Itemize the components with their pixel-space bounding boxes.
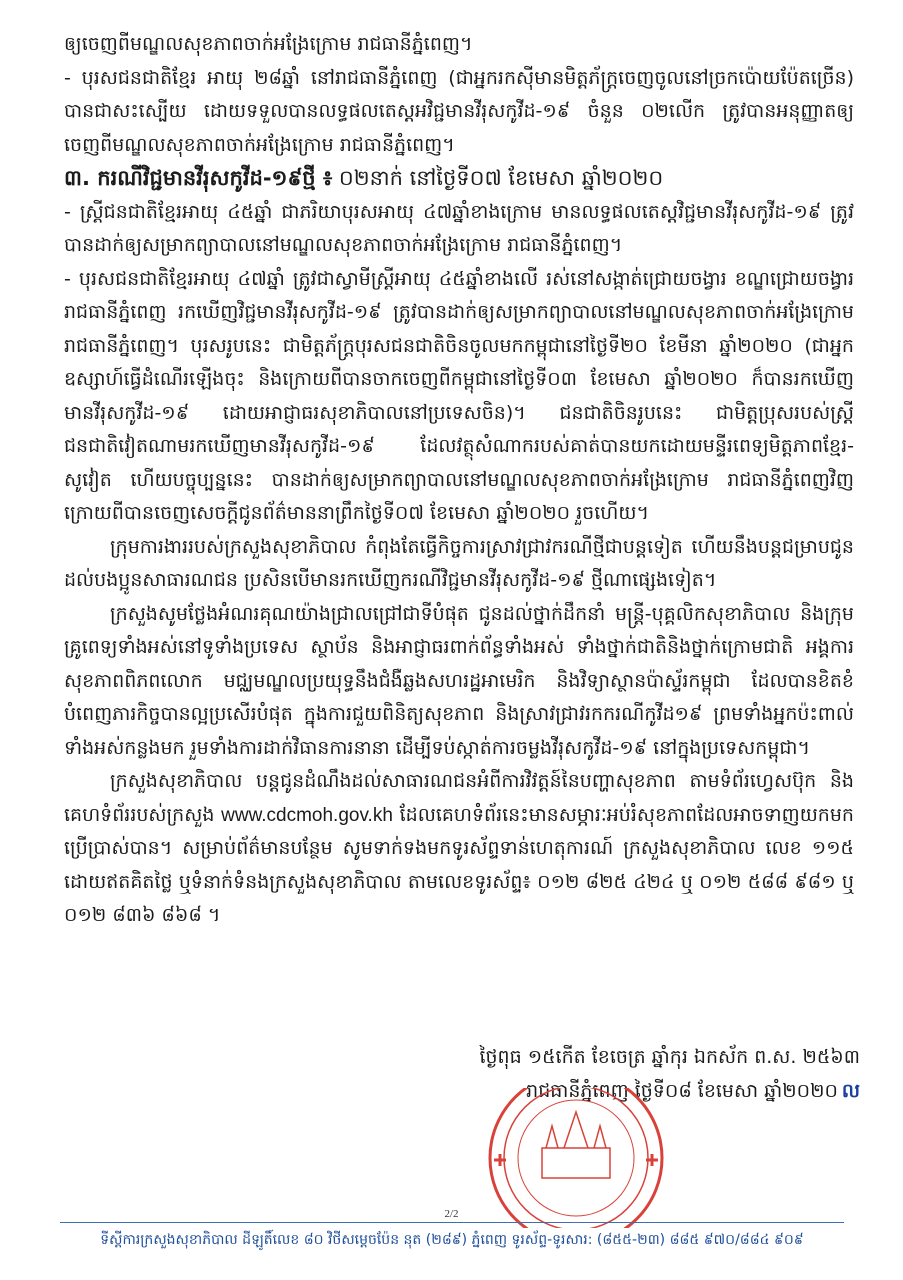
paragraph-text: ក្រសួងសុខាភិបាល បន្តជូនដំណឹងដល់សាធារណជនអំពីការវិវត្តន៍នៃបញ្ហាសុខភាព តាមទំព័រហ្វេសប៊ុក និងគេហទំព័ររបស់ក្រសួង	[64, 770, 854, 826]
page-number: 2/2	[444, 1208, 459, 1220]
paragraph: - បុរសជនជាតិខ្មែរ អាយុ ២៨ឆ្នាំ នៅរាជធានីភ្នំពេញ (ជាអ្នករកស៊ីមានមិត្តភ័ក្រ្តចេញចូលនៅច្រកប៉ោយប៉ែតច្រើន) បានជាសះស្បើយ ដោយទទួលបានលទ្ធផលតេស្តអវិជ្ជមានវីរុសកូវីដ-១៩ ចំនួន ០២លើក ត្រូវបានអនុញ្ញាតឲ្យចេញពីមណ្ឌលសុខភាពចាក់អង្រែក្រោម រាជធានីភ្នំពេញ។	[64, 66, 854, 156]
paragraph: ក្រសួងសូមថ្លែងអំណរគុណយ៉ាងជ្រាលជ្រៅជាទីបំផុត ជូនដល់ថ្នាក់ដឹកនាំ មន្ត្រី-បុគ្គលិកសុខាភិបាល និងក្រុមគ្រូពេទ្យទាំងអស់នៅទូទាំងប្រទេស ស្ថាប័ន និងអាជ្ញាធរពាក់ព័ន្ធទាំងអស់ ទាំងថ្នាក់ជាតិនិងថ្នាក់ក្រោមជាតិ អង្គការសុខភាពពិភពលោក មជ្ឈមណ្ឌលប្រយុទ្ធនឹងជំងឺឆ្លងសហរដ្ឋអាមេរិក និងវិទ្យាស្ថានប៉ាស្ទ័រកម្ពុជា ដែលបានខិតខំបំពេញភារកិច្ចបានល្អប្រសើរបំផុត ក្នុងការជួយពិនិត្យសុខភាព និងស្រាវជ្រាវរកករណីកូវីដ១៩ ព្រមទាំងអ្នកប៉ះពាល់ទាំងអស់កន្លងមក រួមទាំងការដាក់វិធានការនានា ដើម្បីទប់ស្កាត់ការចម្លងវីរុសកូវីដ-១៩ នៅក្នុងប្រទេសកម្ពុជា។	[64, 602, 854, 759]
official-seal-icon	[486, 1088, 666, 1228]
paragraph: ឲ្យចេញពីមណ្ឌលសុខភាពចាក់អង្រែក្រោម រាជធានីភ្នំពេញ។	[64, 33, 473, 55]
section-heading	[64, 162, 854, 196]
paragraph	[64, 765, 854, 933]
footer-address: ទីស្តីការក្រសួងសុខាភិបាល ដីឡូតិ៍លេខ ៨០ វិថីសម្តេចប៉ែន នុត (២៨៩) ភ្នំពេញ ទូរស័ព្ទ-ទូរសារ: (៨៥៥-២៣) ៨៨៥ ៩៧០/៨៨៤ ៩០៩	[100, 1232, 804, 1248]
paragraph: ក្រុមការងាររបស់ក្រសួងសុខាភិបាល កំពុងតែធ្វើកិច្ចការស្រាវជ្រាវករណីថ្មីជាបន្តទៀត ហើយនឹងបន្តជម្រាបជូនដល់បងប្អូនសាធារណជន ប្រសិនបើមានរកឃើញករណីវិជ្ជមានវីរុសកូវីដ-១៩ ថ្មីណាផ្សេងទៀត។	[64, 535, 854, 591]
section-heading-bold: ៣. ករណីវិជ្ជមានវីរុសកូវីដ-១៩ថ្មី ៖	[64, 166, 333, 190]
document-body	[64, 28, 854, 933]
paragraph-text: ដែលគេហទំព័រនេះមានសម្ភារៈអប់រំសុខភាពដែលអាចទាញយកមកប្រើប្រាស់បាន។ សម្រាប់ព័ត៌មានបន្ថែម សូមទាក់ទងមកទូរស័ព្ទទាន់ហេតុការណ៍ ក្រសួងសុខាភិបាល លេខ ១១៥ ដោយឥតគិតថ្លៃ ឬទំនាក់ទំនងក្រសួងសុខាភិបាល តាមលេខទូរស័ព្ទ៖ ០១២ ៨២៥ ៤២៤ ឬ ០១២ ៥៨៨ ៩៨១ ឬ ០១២ ៨៣៦ ៨៦៨ ។	[64, 803, 854, 926]
initial-mark: ល	[841, 1080, 860, 1102]
place-date-text: រាជធានីភ្នំពេញ ថ្ងៃទី០៨ ខែមេសា ឆ្នាំ២០២០	[526, 1080, 838, 1102]
website-link[interactable]: www.cdcmoh.gov.kh	[221, 804, 393, 826]
paragraph: - បុរសជនជាតិខ្មែរអាយុ ៤៧ឆ្នាំ ត្រូវជាស្វាមីស្ត្រីអាយុ ៤៥ឆ្នាំខាងលើ រស់នៅសង្កាត់ជ្រោយចង្វារ ខណ្ឌជ្រោយចង្វារ រាជធានីភ្នំពេញ រកឃើញវិជ្ជមានវីរុសកូវីដ-១៩ ត្រូវបានដាក់ឲ្យសម្រាកព្យាបាលនៅមណ្ឌលសុខភាពចាក់អង្រែក្រោម រាជធានីភ្នំពេញ។ បុរសរូបនេះ ជាមិត្តភ័ក្រ្តបុរសជនជាតិចិនចូលមកកម្ពុជានៅថ្ងៃទី២០ ខែមីនា ឆ្នាំ២០២០ (ជាអ្នកឧស្សាហ៍ធ្វើដំណើរឡើងចុះ និងក្រោយពីបានចាកចេញពីកម្ពុជានៅថ្ងៃទី០៣ ខែមេសា ឆ្នាំ២០២០ ក៏បានរកឃើញមានវីរុសកូវីដ-១៩ ដោយអាជ្ញាធរសុខាភិបាលនៅប្រទេសចិន)។ ជនជាតិចិនរូបនេះ ជាមិត្តប្រុសរបស់ស្ត្រីជនជាតិវៀតណាមរកឃើញមានវីរុសកូវីដ-១៩ ដែលវត្ថុសំណាករបស់គាត់បានយកដោយមន្ទីរពេទ្យមិត្តភាពខ្មែរ-សូវៀត ហើយបច្ចុប្បន្ននេះ បានដាក់ឲ្យសម្រាកព្យាបាលនៅមណ្ឌលសុខភាពចាក់អង្រែក្រោម រាជធានីភ្នំពេញវិញ ក្រោយពីបានចេញសេចក្តីជូនព័ត៌មាននាព្រឹកថ្ងៃទី០៧ ខែមេសា ឆ្នាំ២០២០ រួចហើយ។	[64, 267, 854, 524]
section-heading-rest: ០២នាក់ នៅថ្ងៃទី០៧ ខែមេសា ឆ្នាំ២០២០	[332, 166, 664, 190]
paragraph: - ស្ត្រីជនជាតិខ្មែរអាយុ ៤៥ឆ្នាំ ជាភរិយាបុរសអាយុ ៤៧ឆ្នាំខាងក្រោម មានលទ្ធផលតេស្តវិជ្ជមានវីរុសកូវីដ-១៩ ត្រូវបានដាក់ឲ្យសម្រាកព្យាបាលនៅមណ្ឌលសុខភាពចាក់អង្រែក្រោម រាជធានីភ្នំពេញ។	[64, 200, 854, 256]
footer-divider	[60, 1222, 844, 1223]
lunar-date: ថ្ងៃពុធ ១៥កើត ខែចេត្រ ឆ្នាំកុរ ឯកស័ក ព.ស. ២៥៦៣	[479, 1046, 860, 1068]
